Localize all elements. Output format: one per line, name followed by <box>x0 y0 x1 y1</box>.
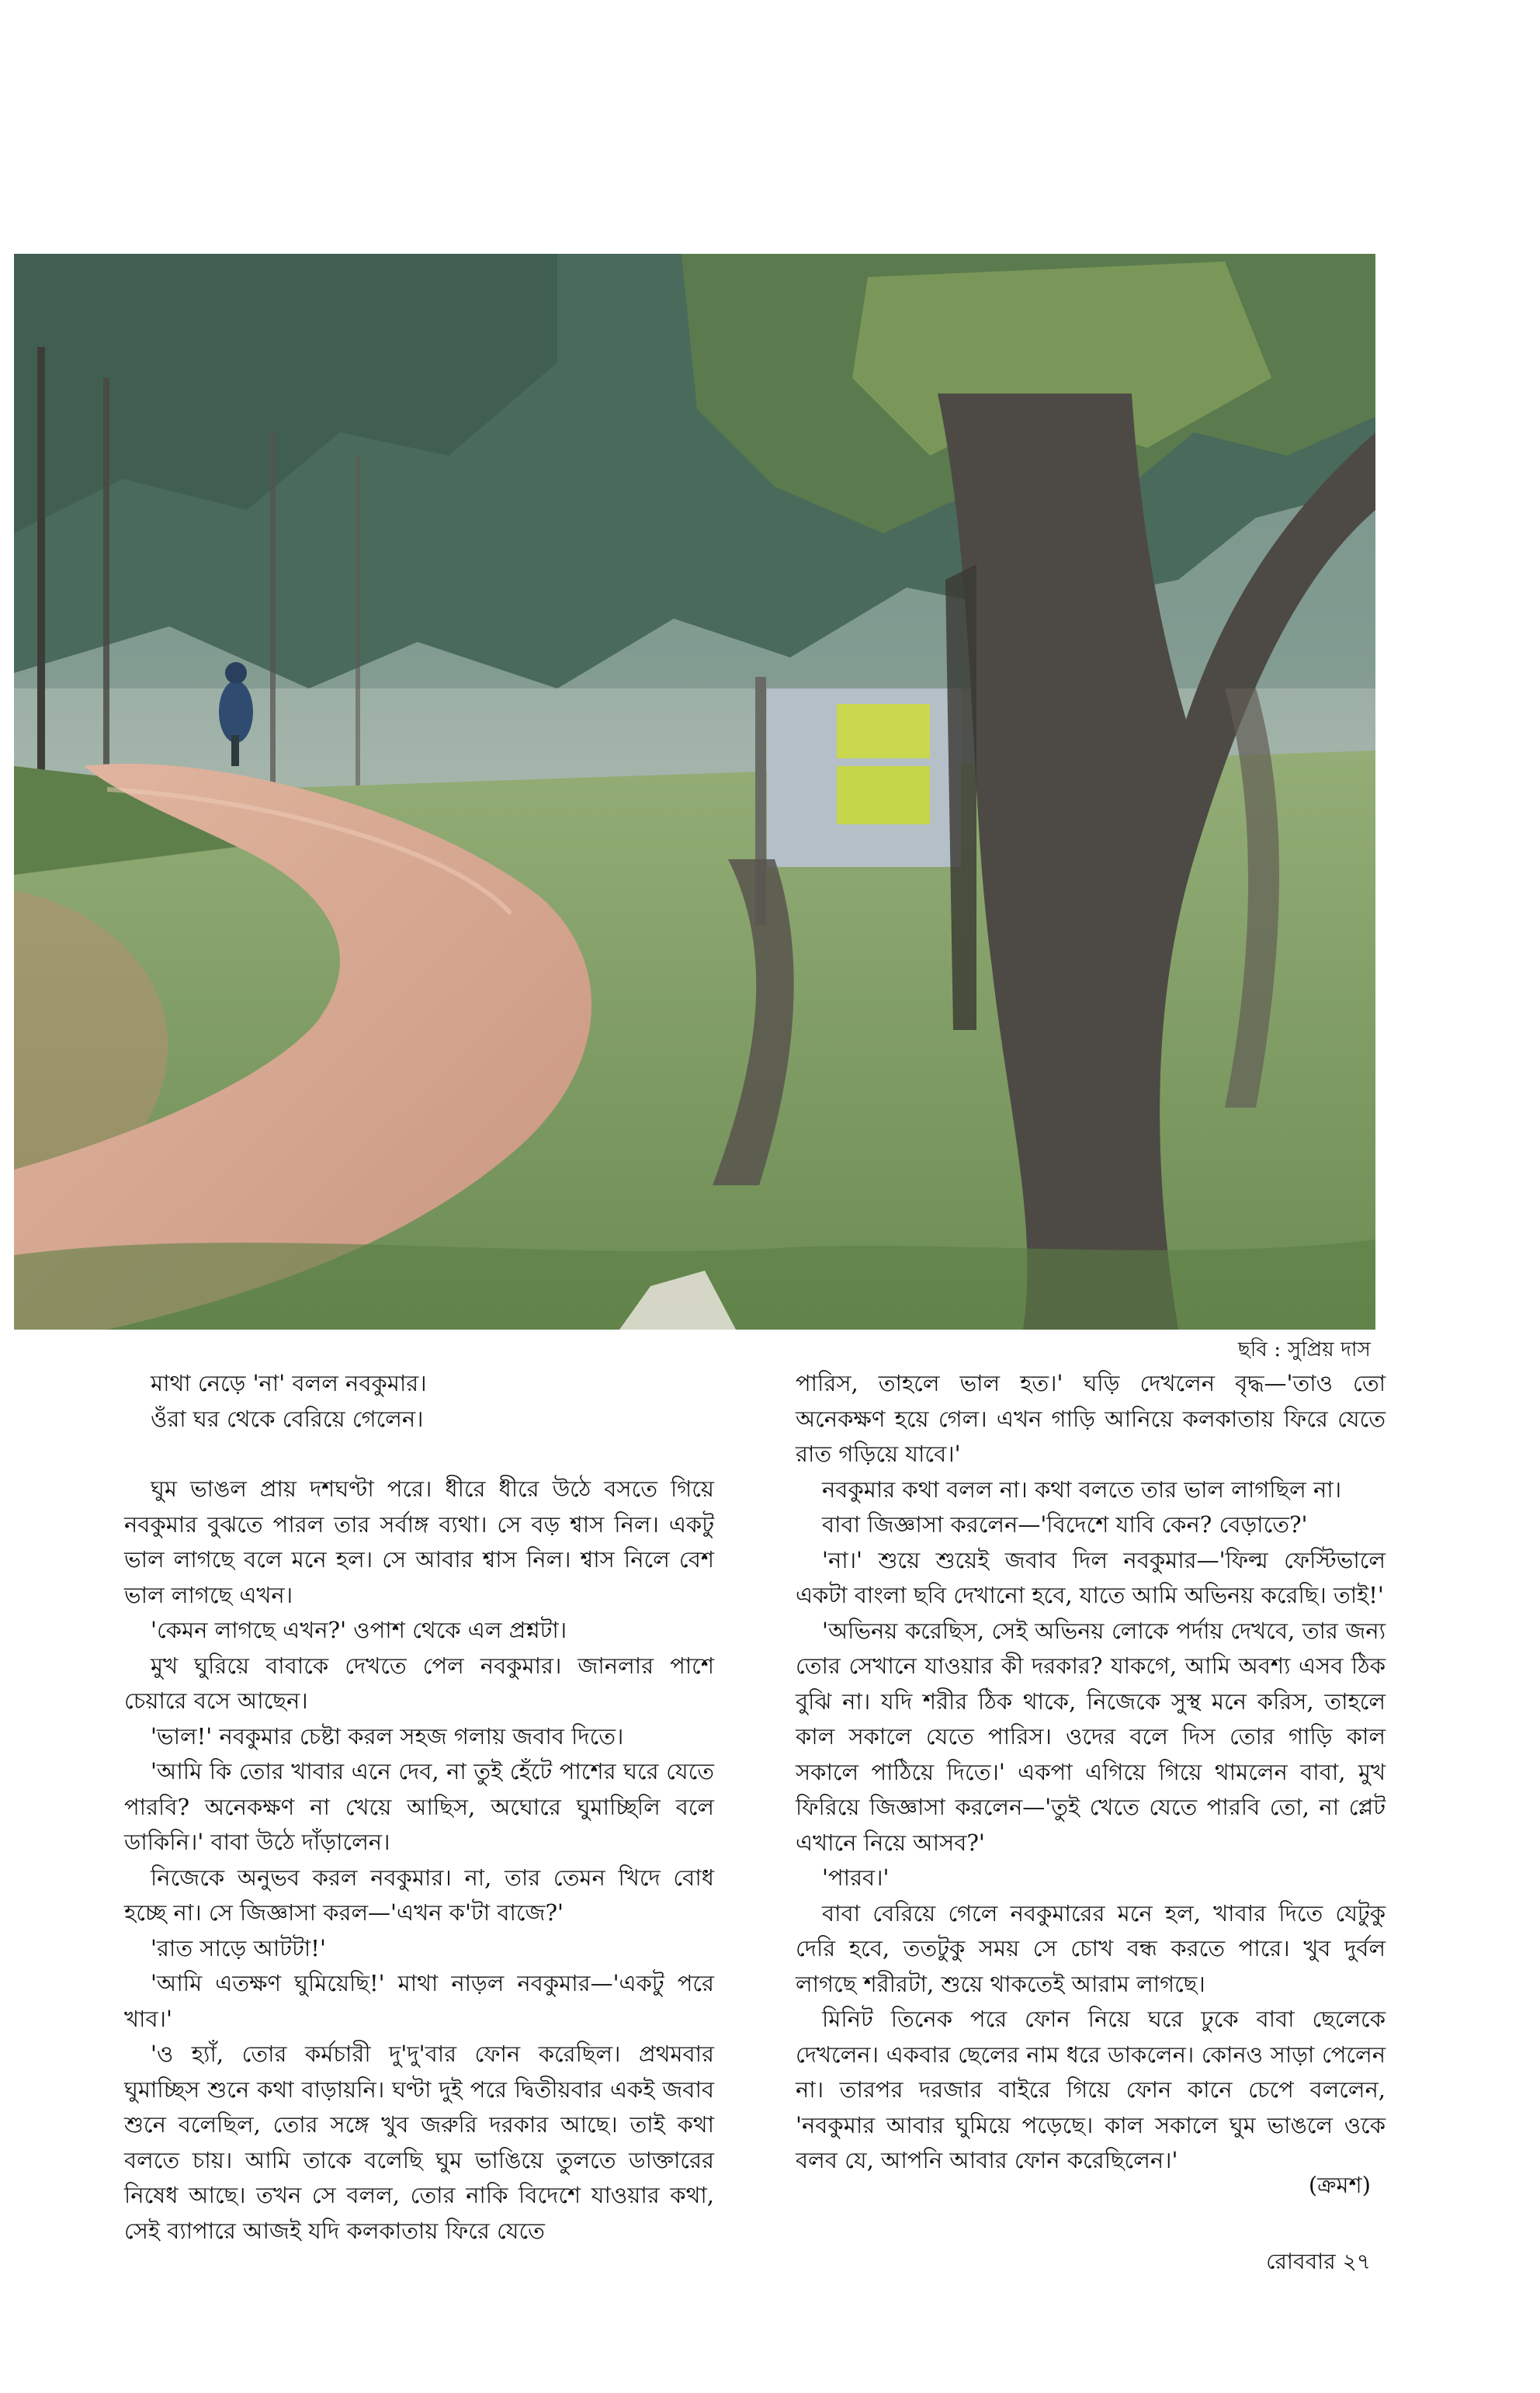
story-paragraph: 'না।' শুয়ে শুয়েই জবাব দিল নবকুমার—'ফিল্ম ফেস্টিভালে একটা বাংলা ছবি দেখানো হবে, যাতে আমি অভিনয় করেছি। তাই!' <box>796 1546 1386 1608</box>
story-paragraph: 'অভিনয় করেছিস, সেই অভিনয় লোকে পর্দায় দেখবে, তার জন্য তোর সেখানে যাওয়ার কী দরকার? যাকগে, আমি অবশ্য এসব ঠিক বুঝি না। যদি শরীর ঠিক থাকে, নিজেকে সুস্থ মনে করিস, তাহলে কাল সকালে যেতে পারিস। ওদের বলে দিস তোর গাড়ি কাল সকালে পাঠিয়ে দিতে।' একপা এগিয়ে গিয়ে থামলেন বাবা, মুখ ফিরিয়ে জিজ্ঞাসা করলেন—'তুই খেতে যেতে পারবি তো, না প্লেট এখানে নিয়ে আসব?' <box>796 1617 1386 1856</box>
story-paragraph: বাবা জিজ্ঞাসা করলেন—'বিদেশে যাবি কেন? বেড়াতে?' <box>822 1511 1308 1538</box>
story-paragraph: 'ও হ্যাঁ, তোর কর্মচারী দু'দু'বার ফোন করেছিল। প্রথমবার ঘুমাচ্ছিস শুনে কথা বাড়ায়নি। ঘণ্টা দুই পরে দ্বিতীয়বার একই জবাব শুনে বলেছিল, তোর সঙ্গে খুব জরুরি দরকার আছে। তাই কথা বলতে চায়। আমি তাকে বলেছি ঘুম ভাঙিয়ে তুলতে ডাক্তারের নিষেধ আছে। তখন সে বলল, তোর নাকি বিদেশে যাওয়ার কথা, সেই ব্যাপারে আজই যদি কলকাতায় ফিরে যেতে <box>124 2041 714 2244</box>
story-paragraph: মুখ ঘুরিয়ে বাবাকে দেখতে পেল নবকুমার। জানলার পাশে চেয়ারে বসে আছেন। <box>124 1652 714 1714</box>
story-paragraph: 'আমি কি তোর খাবার এনে দেব, না তুই হেঁটে পাশের ঘরে যেতে পারবি? অনেকক্ষণ না খেয়ে আছিস, অঘোরে ঘুমাচ্ছিলি বলে ডাকিনি।' বাবা উঠে দাঁড়ালেন। <box>124 1758 714 1855</box>
story-column-left <box>124 1366 714 2249</box>
forest-illustration <box>14 254 1375 1330</box>
story-paragraph: 'কেমন লাগছে এখন?' ওপাশ থেকে এল প্রশ্নটা। <box>151 1617 567 1643</box>
story-paragraph: বাবা বেরিয়ে গেলে নবকুমারের মনে হল, খাবার দিতে যেটুকু দেরি হবে, ততটুকু সময় সে চোখ বন্ধ করতে পারে। খুব দুর্বল লাগছে শরীরটা, শুয়ে থাকতেই আরাম লাগছে। <box>796 1899 1386 1997</box>
photo-credit: ছবি : সুপ্রিয় দাস <box>1237 1338 1371 1361</box>
story-paragraph: নবকুমার কথা বলল না। কথা বলতে তার ভাল লাগছিল না। <box>822 1476 1342 1503</box>
forest-path-photo <box>14 254 1375 1330</box>
story-paragraph: 'আমি এতক্ষণ ঘুমিয়েছি!' মাথা নাড়ল নবকুমার—'একটু পরে খাব।' <box>124 1970 714 2032</box>
story-paragraph: ওঁরা ঘর থেকে বেরিয়ে গেলেন। <box>151 1405 424 1432</box>
story-paragraph: নিজেকে অনুভব করল নবকুমার। না, তার তেমন খিদে বোধ হচ্ছে না। সে জিজ্ঞাসা করল—'এখন ক'টা বাজে?' <box>124 1864 714 1926</box>
story-paragraph: মিনিট তিনেক পরে ফোন নিয়ে ঘরে ঢুকে বাবা ছেলেকে দেখলেন। একবার ছেলের নাম ধরে ডাকলেন। কোনও সাড়া পেলেন না। তারপর দরজার বাইরে গিয়ে ফোন কানে চেপে বললেন, 'নবকুমার আবার ঘুমিয়ে পড়েছে। কাল সকালে ঘুম ভাঙলে ওকে বলব যে, আপনি আবার ফোন করেছিলেন।' <box>796 2006 1386 2173</box>
to-be-continued: (ক্রমশ) <box>1308 2172 1371 2198</box>
story-paragraph: 'রাত সাড়ে আটটা!' <box>151 1934 326 1961</box>
story-paragraph: পারিস, তাহলে ভাল হত।' ঘড়ি দেখলেন বৃদ্ধ—'তাও তো অনেকক্ষণ হয়ে গেল। এখন গাড়ি আনিয়ে কলকাতায় ফিরে যেতে রাত গড়িয়ে যাবে।' <box>796 1370 1386 1467</box>
story-paragraph: ঘুম ভাঙল প্রায় দশঘণ্টা পরে। ধীরে ধীরে উঠে বসতে গিয়ে নবকুমার বুঝতে পারল তার সর্বাঙ্গ ব্যথা। সে বড় শ্বাস নিল। একটু ভাল লাগছে বলে মনে হল। সে আবার শ্বাস নিল। শ্বাস নিলে বেশ ভাল লাগছে এখন। <box>124 1476 714 1608</box>
story-paragraph: 'পারব।' <box>822 1864 890 1891</box>
story-paragraph: মাথা নেড়ে 'না' বলল নবকুমার। <box>151 1370 427 1396</box>
page-footer: রোববার ২৭ <box>1266 2249 1371 2274</box>
story-column-right <box>796 1366 1386 2179</box>
story-paragraph: 'ভাল!' নবকুমার চেষ্টা করল সহজ গলায় জবাব দিতে। <box>151 1722 624 1750</box>
